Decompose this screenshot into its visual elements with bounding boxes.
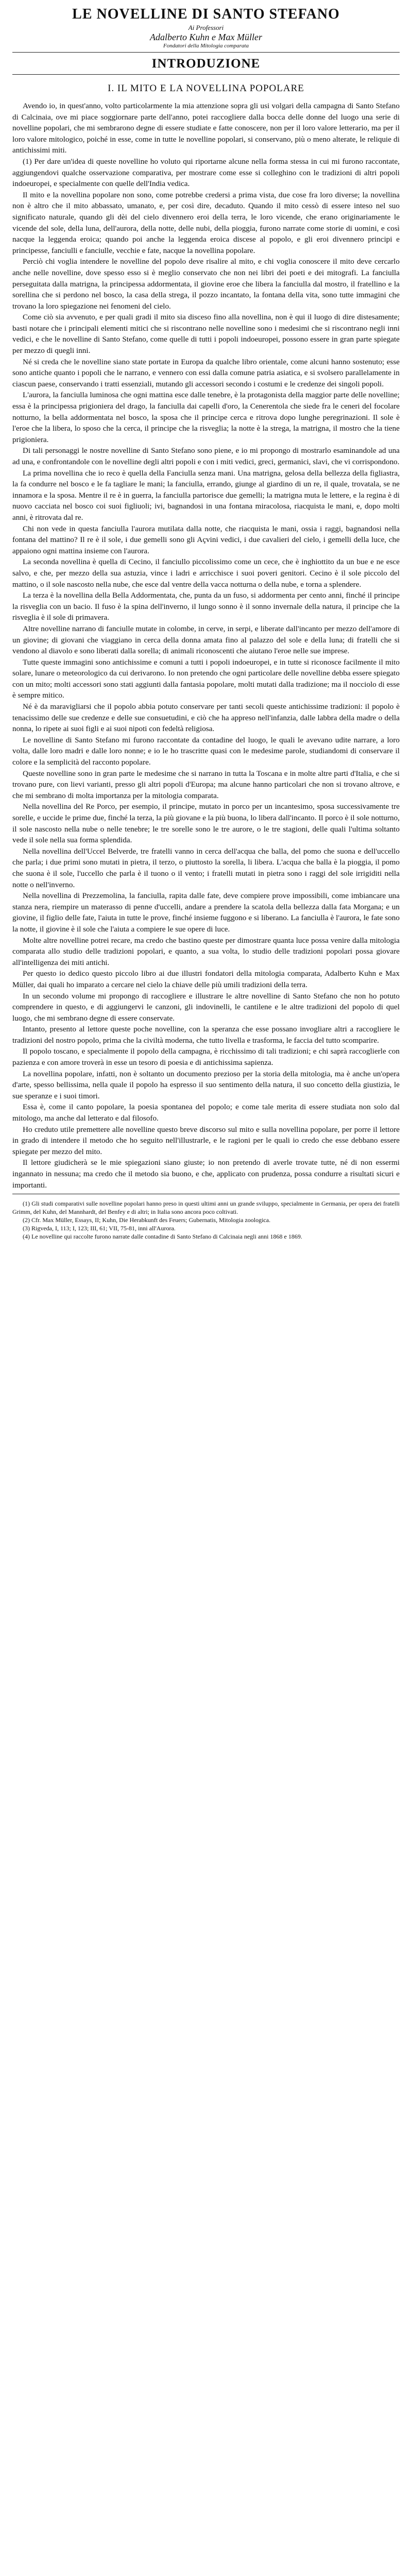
paragraph: L'aurora, la fanciulla luminosa che ogni mattina esce dalle tenebre, è la protagonista della maggior parte delle novelline; essa è la principessa prigioniera del drago, la fanciulla dai capelli d'oro, la Cenerentola che siede fra le ceneri del focolare notturno, la bella addormentata nel bosco, la sposa che il principe cerca e ritrova dopo lunghe peregrinazioni. Il sole è l'eroe che la libera, lo sposo che la cerca, il principe che la risveglia; la notte è la strega, la matrigna, il mostro che la tiene prigioniera. <box>12 391 400 444</box>
paragraph: La seconda novellina è quella di Cecino, il fanciullo piccolissimo come un cece, che è inghiottito da un bue e ne esce salvo, e che, per mezzo della sua astuzia, vince i ladri e arricchisce i suoi poveri genitori. Cecino è il sole piccolo del mattino, o il sole nascosto nella nube, che esce dal ventre della vacca notturna o della nube, e torna a splendere. <box>12 557 400 589</box>
paragraph: Avendo io, in quest'anno, volto particolarmente la mia attenzione sopra gli usi volgari della campagna di Santo Stefano di Calcinaia, ove mi piace soggiornare parte dell'anno, potei raccogliere dalla bocca delle donne del luogo una serie di novelline popolari, che mi sembrarono degne di essere studiate e fatte conoscere, non per il loro valore letterario, ma per il loro valore mitologico, poiché in esse, come in tutte le novelline popolari, si conservano, più o meno alterate, le reliquie di antichissimi miti. <box>12 101 400 155</box>
dedication: Ai Professori <box>188 24 224 31</box>
footnote: (1) Gli studi comparativi sulle novelline popolari hanno preso in questi ultimi anni un grande sviluppo, specialmente in Germania, per opera dei fratelli Grimm, del Kuhn, del Mannhardt, del Benfey e di altri; in Italia sono ancora poco coltivati. <box>12 1200 400 1216</box>
footnotes <box>12 1199 400 1241</box>
paragraph: Per questo io dedico questo piccolo libro ai due illustri fondatori della mitologia comparata, Adalberto Kuhn e Max Müller, dai quali ho imparato a cercare nel cielo la chiave delle più umili tradizioni della terra. <box>12 969 400 989</box>
page <box>12 0 400 1241</box>
paragraph: Nella novellina di Prezzemolina, la fanciulla, rapita dalle fate, deve compiere prove impossibili, come imbiancare una stanza nera, riempire un materasso di penne d'uccelli, andare a prendere la scatola della bellezza dalla fata Morgana; e un giovine, il figlio delle fate, l'aiuta in tutte le prove, finché insieme fuggono e si liberano. La fanciulla è l'aurora, le fate sono la notte, il giovine è il sole che l'aiuta a compiere le sue opere di luce. <box>12 891 400 934</box>
paragraph: Come ciò sia avvenuto, e per quali gradi il mito sia disceso fino alla novellina, non è qui il luogo di dire distesamente; basti notare che i principali elementi mitici che si riscontrano nelle novelline sono i medesimi che si riscontrano negli inni vedici, e che le novelline di Santo Stefano, come quelle di tutti i popoli indoeuropei, possono essere in gran parte spiegate per mezzo di quegli inni. <box>12 313 400 355</box>
paragraph: Di tali personaggi le nostre novelline di Santo Stefano sono piene, e io mi propongo di mostrarlo esaminandole ad una ad una, e confrontandole con le novelline degli altri popoli e con i miti vedici, greci, germanici, slavi, che vi corrispondono. <box>12 446 400 466</box>
paragraph: Le novelline di Santo Stefano mi furono raccontate da contadine del luogo, le quali le avevano udite narrare, a loro volta, dalle loro madri e dalle loro nonne; e io le ho trascritte quasi con le medesime parole, studiandomi di conservare il colore e la semplicità del racconto popolare. <box>12 735 400 767</box>
dedication-authors-role: Fondatori della Mitologia comparata <box>163 43 249 49</box>
paragraph: Essa è, come il canto popolare, la poesia spontanea del popolo; e come tale merita di essere studiata non solo dal mitologo, ma anche dal letterato e dal filosofo. <box>12 1103 400 1123</box>
paragraph: Molte altre novelline potrei recare, ma credo che bastino queste per dimostrare quanta luce possa venire dalla mitologia comparata allo studio delle tradizioni popolari, e quanto, a sua volta, lo studio delle tradizioni popolari possa giovare all'intelligenza dei miti antichi. <box>12 936 400 967</box>
footnote: (2) Cfr. Max Müller, Essays, II; Kuhn, Die Herabkunft des Feuers; Gubernatis, Mitologia zoologica. <box>23 1216 271 1224</box>
paragraph: Il popolo toscano, e specialmente il popolo della campagna, è ricchissimo di tali tradizioni; e chi saprà raccoglierle con pazienza e con amore troverà in esse un tesoro di poesia e di antichissima sapienza. <box>12 1047 400 1067</box>
chapter-title: I. IL MITO E LA NOVELLINA POPOLARE <box>108 83 304 94</box>
body-text <box>12 100 400 1191</box>
paragraph: Né si creda che le novelline siano state portate in Europa da qualche libro orientale, come alcuni hanno sostenuto; esse sono antiche quanto i popoli che le narrano, e vennero con essi dalla comune patria asiatica, e si svolsero parallelamente in ciascun paese, conservando i tratti essenziali, mutando gli accessori secondo i costumi e le credenze dei singoli popoli. <box>12 357 400 388</box>
paragraph: Perciò chi voglia intendere le novelline del popolo deve risalire al mito, e chi voglia conoscere il mito deve cercarlo anche nelle novelline, dove spesso esso si è meglio conservato che non nei libri dei poeti e dei mitografi. La fanciulla perseguitata dalla matrigna, la principessa addormentata, il giovine eroe che libera la fanciulla dal mostro, il fratellino e la sorellina che si perdono nel bosco, la casa della strega, il pozzo incantato, la fontana della vita, sono tutte immagini che trovano la loro spiegazione nei fenomeni del cielo. <box>12 257 400 311</box>
paragraph: Tutte queste immagini sono antichissime e comuni a tutti i popoli indoeuropei, e in tutte si riconosce facilmente il mito solare, lunare o meteorologico da cui derivarono. Io non pretendo che ogni particolare delle novelline debba essere spiegato con un mito; molti accessori sono stati aggiunti dalla fantasia popolare, molti mutati dalla tradizione; ma il nocciolo di esse è sempre mitico. <box>12 657 400 700</box>
paragraph: Nella novellina del Re Porco, per esempio, il principe, mutato in porco per un incantesimo, sposa successivamente tre sorelle, e uccide le prime due, finché la terza, la più giovane e la più buona, lo libera dall'incanto. Il porco è il sole notturno, il sole nascosto nella nube o nelle tenebre; le tre sorelle sono le tre aurore, o le tre stagioni, delle quali l'ultima soltanto vede il sole nella sua forma splendida. <box>12 802 400 845</box>
paragraph: (1) Per dare un'idea di queste novelline ho voluto qui riportarne alcune nella forma stessa in cui mi furono raccontate, aggiungendovi qualche osservazione comparativa, per mostrare come esse si colleghino con le tradizioni di altri popoli indoeuropei, e specialmente con quelle dell'India vedica. <box>12 157 400 189</box>
dedication-authors: Adalberto Kuhn e Max Müller <box>150 32 262 42</box>
divider <box>12 52 400 53</box>
paragraph: Nella novellina dell'Uccel Belverde, tre fratelli vanno in cerca dell'acqua che balla, del pomo che suona e dell'uccello che parla; i due primi sono mutati in pietra, il terzo, o piuttosto la sorella, li libera. L'acqua che balla è la pioggia, il pomo che suona è il sole, l'uccello che parla è il tuono o il vento; i fratelli mutati in pietra sono i raggi del sole irrigiditi nella notte o nell'inverno. <box>12 846 400 889</box>
paragraph: La prima novellina che io reco è quella della Fanciulla senza mani. Una matrigna, gelosa della bellezza della figliastra, la fa condurre nel bosco e le fa tagliare le mani; la fanciulla, errando, giunge al giardino di un re, il quale, trovatala, se ne innamora e la sposa. Mentre il re è in guerra, la fanciulla partorisce due gemelli; la matrigna muta le lettere, e la regina è di nuovo cacciata nel bosco coi suoi figliuoli; ivi, bagnandosi in una fontana miracolosa, riacquista le mani, e, dopo molti anni, è ritrovata dal re. <box>12 468 400 522</box>
divider <box>12 74 400 75</box>
footnote: (4) Le novelline qui raccolte furono narrate dalle contadine di Santo Stefano di Calcinaia negli anni 1868 e 1869. <box>23 1233 302 1241</box>
paragraph: Ho creduto utile premettere alle novelline questo breve discorso sul mito e sulla novellina popolare, per porre il lettore in grado di intendere il metodo che ho seguito nell'illustrarle, e le ragioni per le quali io credo che esse debbano essere spiegate per mezzo del mito. <box>12 1125 400 1156</box>
paragraph: Queste novelline sono in gran parte le medesime che si narrano in tutta la Toscana e in molte altre parti d'Italia, e che si trovano pure, con lievi varianti, presso gli altri popoli d'Europa; ma alcune hanno particolari che non si trovano altrove, e che mi sembrano di molta importanza per la mitologia comparata. <box>12 769 400 800</box>
paragraph: La terza è la novellina della Bella Addormentata, che, punta da un fuso, si addormenta per cento anni, finché il principe la risveglia con un bacio. Il fuso è la spina dell'inverno, il lungo sonno è il sonno invernale della natura, il principe che la risveglia è il sole di primavera. <box>12 591 400 622</box>
paragraph: Il lettore giudicherà se le mie spiegazioni siano giuste; io non pretendo di averle trovate tutte, né di non essermi ingannato in nessuna; ma credo che il metodo sia buono, e che, applicato con prudenza, possa condurre a risultati sicuri e importanti. <box>12 1158 400 1190</box>
paragraph: In un secondo volume mi propongo di raccogliere e illustrare le altre novelline di Santo Stefano che non ho potuto comprendere in questo, e di aggiungervi le canzoni, gli indovinelli, le cantilene e le altre tradizioni del popolo di quel luogo, che mi sembrano degne di essere conservate. <box>12 991 400 1023</box>
paragraph: Il mito e la novellina popolare non sono, come potrebbe credersi a prima vista, due cose fra loro diverse; la novellina non è altro che il mito abbassato, umanato, e, per così dire, decaduto. Quando il mito cessò di essere inteso nel suo significato naturale, quando gli dèi del cielo divennero eroi della terra, le loro vicende, che erano originariamente le vicende del sole, della luna, dell'aurora, della notte, delle nubi, della pioggia, furono narrate come storie di uomini, e così nacque la leggenda eroica; quando poi anche la leggenda eroica discese al popolo, e gli eroi divennero principi e principesse, fanciulli e fanciulle, vecchie e fate, nacque la novellina popolare. <box>12 190 400 255</box>
footnote: (3) Rigveda, I, 113; I, 123; III, 61; VII, 75-81, inni all'Aurora. <box>23 1225 176 1232</box>
section-title: INTRODUZIONE <box>151 57 261 71</box>
paragraph: Altre novelline narrano di fanciulle mutate in colombe, in cerve, in serpi, e liberate dall'incanto per mezzo dell'amore di un giovine; di giovani che viaggiano in cerca della donna amata fino al palazzo del sole e della luna; di fratelli che si vendono al diavolo e sono liberati dalla sorella; di animali riconoscenti che aiutano l'eroe nelle sue imprese. <box>12 624 400 656</box>
book-title: LE NOVELLINE DI SANTO STEFANO <box>72 6 340 22</box>
paragraph: La novellina popolare, infatti, non è soltanto un documento prezioso per la storia della mitologia, ma è anche un'opera d'arte, spesso bellissima, nella quale il popolo ha espresso il suo sentimento della natura, il suo concetto della giustizia, le sue speranze e i suoi timori. <box>12 1069 400 1100</box>
paragraph: Intanto, presento al lettore queste poche novelline, con la speranza che esse possano invogliare altri a raccogliere le tradizioni del nostro popolo, prima che la civiltà moderna, che tutto livella e trasforma, le faccia del tutto scomparire. <box>12 1025 400 1045</box>
paragraph: Né è da maravigliarsi che il popolo abbia potuto conservare per tanti secoli queste antichissime tradizioni: il popolo è tenacissimo delle sue credenze e delle sue consuetudini, e ciò che ha appreso nell'infanzia, dalle labbra della madre o della nonna, lo ripete ai suoi figli e ai suoi nipoti con fedeltà religiosa. <box>12 702 400 734</box>
paragraph: Chi non vede in questa fanciulla l'aurora mutilata dalla notte, che riacquista le mani, ossia i raggi, bagnandosi nella fontana del mattino? Il re è il sole, i due gemelli sono gli Açvini vedici, i due cavalieri del cielo, i gemelli della luce, che appaiono ogni mattina insieme con l'aurora. <box>12 524 400 555</box>
